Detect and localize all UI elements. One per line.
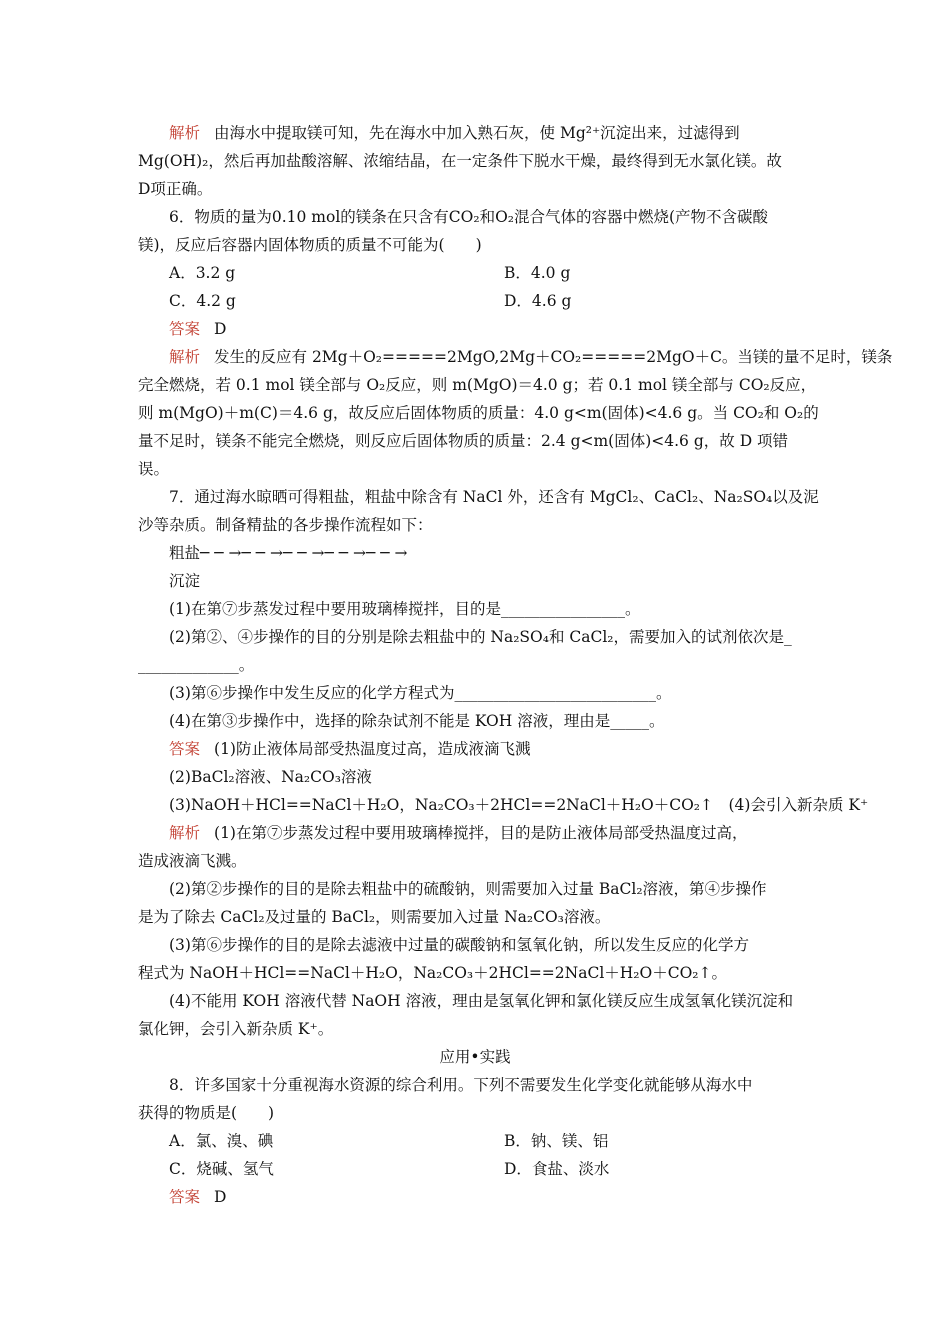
jiexi-label: 解析 bbox=[169, 124, 201, 142]
answer-label: 答案 bbox=[169, 740, 201, 758]
q7-jiexi-line8: 氯化钾，会引入新杂质 K⁺。 bbox=[138, 1020, 334, 1038]
q5-jiexi-line3: D项正确。 bbox=[138, 180, 213, 198]
q6-option-b: B．4.0 g bbox=[504, 264, 571, 282]
q7-stem-line2: 沙等杂质。制备精盐的各步操作流程如下： bbox=[138, 516, 433, 534]
q8-option-d: D．食盐、淡水 bbox=[504, 1160, 610, 1178]
q7-answer-line1: 答案 (1)防止液体局部受热温度过高，造成液滴飞溅 bbox=[169, 740, 531, 758]
q6-option-c: C．4.2 g bbox=[169, 292, 236, 310]
q7-sub1: (1)在第⑦步蒸发过程中要用玻璃棒搅拌，目的是________________。 bbox=[169, 600, 641, 618]
q6-stem-line2: 镁)，反应后容器内固体物质的质量不可能为( ) bbox=[138, 236, 482, 254]
answer-label: 答案 bbox=[169, 1188, 201, 1206]
q8-option-a: A．氯、溴、碘 bbox=[169, 1132, 274, 1150]
q5-jiexi-line2: Mg(OH)₂，然后再加盐酸溶解、浓缩结晶，在一定条件下脱水干燥，最终得到无水氯化镁。故 bbox=[138, 152, 782, 170]
q6-jiexi-line1: 解析 发生的反应有 2Mg＋O₂=====2MgO,2Mg＋CO₂=====2MgO＋C。当镁的量不足时，镁条 bbox=[169, 348, 893, 366]
q7-stem-line1: 7．通过海水晾晒可得粗盐，粗盐中除含有 NaCl 外，还含有 MgCl₂、CaCl₂、Na₂SO₄以及泥 bbox=[169, 488, 819, 506]
q7-sub4: (4)在第③步操作中，选择的除杂试剂不能是 KOH 溶液，理由是_____。 bbox=[169, 712, 665, 730]
q8-answer: 答案 D bbox=[169, 1188, 227, 1206]
q6-option-d: D．4.6 g bbox=[504, 292, 572, 310]
q6-jiexi-line5: 误。 bbox=[138, 460, 170, 478]
q7-flow-diagram: 粗盐─ ─ →─ ─ →─ ─ →─ ─ →─ ─ → bbox=[169, 544, 408, 562]
q8-option-c: C．烧碱、氢气 bbox=[169, 1160, 274, 1178]
answer-label: 答案 bbox=[169, 320, 201, 338]
section-title: 应用•实践 bbox=[439, 1048, 511, 1066]
q7-jiexi-line4: 是为了除去 CaCl₂及过量的 BaCl₂，则需要加入过量 Na₂CO₃溶液。 bbox=[138, 908, 611, 926]
q7-jiexi-line5: (3)第⑥步操作的目的是除去滤液中过量的碳酸钠和氢氧化钠，所以发生反应的化学方 bbox=[169, 936, 749, 954]
q8-option-b: B．钠、镁、铝 bbox=[504, 1132, 609, 1150]
q7-answer-line3: (3)NaOH＋HCl==NaCl＋H₂O，Na₂CO₃＋2HCl==2NaCl＋H₂O＋CO₂↑ (4)会引入新杂质 K⁺ bbox=[169, 796, 869, 814]
q6-jiexi-line4: 量不足时，镁条不能完全燃烧，则反应后固体物质的质量：2.4 g<m(固体)<4.6 g，故 D 项错 bbox=[138, 432, 789, 450]
q6-answer: 答案 D bbox=[169, 320, 227, 338]
q7-sub3: (3)第⑥步操作中发生反应的化学方程式为__________________________。 bbox=[169, 684, 672, 702]
q7-jiexi-line6: 程式为 NaOH＋HCl==NaCl＋H₂O，Na₂CO₃＋2HCl==2NaCl＋H₂O＋CO₂↑。 bbox=[138, 964, 727, 982]
q6-jiexi-line2: 完全燃烧，若 0.1 mol 镁全部与 O₂反应，则 m(MgO)＝4.0 g；若 0.1 mol 镁全部与 CO₂反应， bbox=[138, 376, 817, 394]
q8-stem-line2: 获得的物质是( ) bbox=[138, 1104, 275, 1122]
q7-jiexi-line7: (4)不能用 KOH 溶液代替 NaOH 溶液，理由是氢氧化钾和氯化镁反应生成氢氧化镁沉淀和 bbox=[169, 992, 794, 1010]
q7-jiexi-line3: (2)第②步操作的目的是除去粗盐中的硫酸钠，则需要加入过量 BaCl₂溶液，第④步操作 bbox=[169, 880, 767, 898]
q7-jiexi-line1: 解析 (1)在第⑦步蒸发过程中要用玻璃棒搅拌，目的是防止液体局部受热温度过高， bbox=[169, 824, 748, 842]
q6-option-a: A．3.2 g bbox=[169, 264, 236, 282]
q7-sub2-line1: (2)第②、④步操作的目的分别是除去粗盐中的 Na₂SO₄和 CaCl₂，需要加入的试剂依次是_ bbox=[169, 628, 792, 646]
q8-stem-line1: 8．许多国家十分重视海水资源的综合利用。下列不需要发生化学变化就能够从海水中 bbox=[169, 1076, 753, 1094]
q7-answer-line2: (2)BaCl₂溶液、Na₂CO₃溶液 bbox=[169, 768, 372, 786]
q7-flow-label: 沉淀 bbox=[169, 572, 201, 590]
q6-jiexi-line3: 则 m(MgO)＋m(C)＝4.6 g，故反应后固体物质的质量：4.0 g<m(固体)<4.6 g。当 CO₂和 O₂的 bbox=[138, 404, 819, 422]
q7-jiexi-line2: 造成液滴飞溅。 bbox=[138, 852, 247, 870]
q6-stem-line1: 6．物质的量为0.10 mol的镁条在只含有CO₂和O₂混合气体的容器中燃烧(产物不含碳酸 bbox=[169, 208, 769, 226]
q5-jiexi-line1: 解析 由海水中提取镁可知，先在海水中加入熟石灰，使 Mg²⁺沉淀出来，过滤得到 bbox=[169, 124, 740, 142]
jiexi-label: 解析 bbox=[169, 824, 201, 842]
jiexi-label: 解析 bbox=[169, 348, 201, 366]
q7-sub2-line2: _____________。 bbox=[138, 656, 255, 674]
